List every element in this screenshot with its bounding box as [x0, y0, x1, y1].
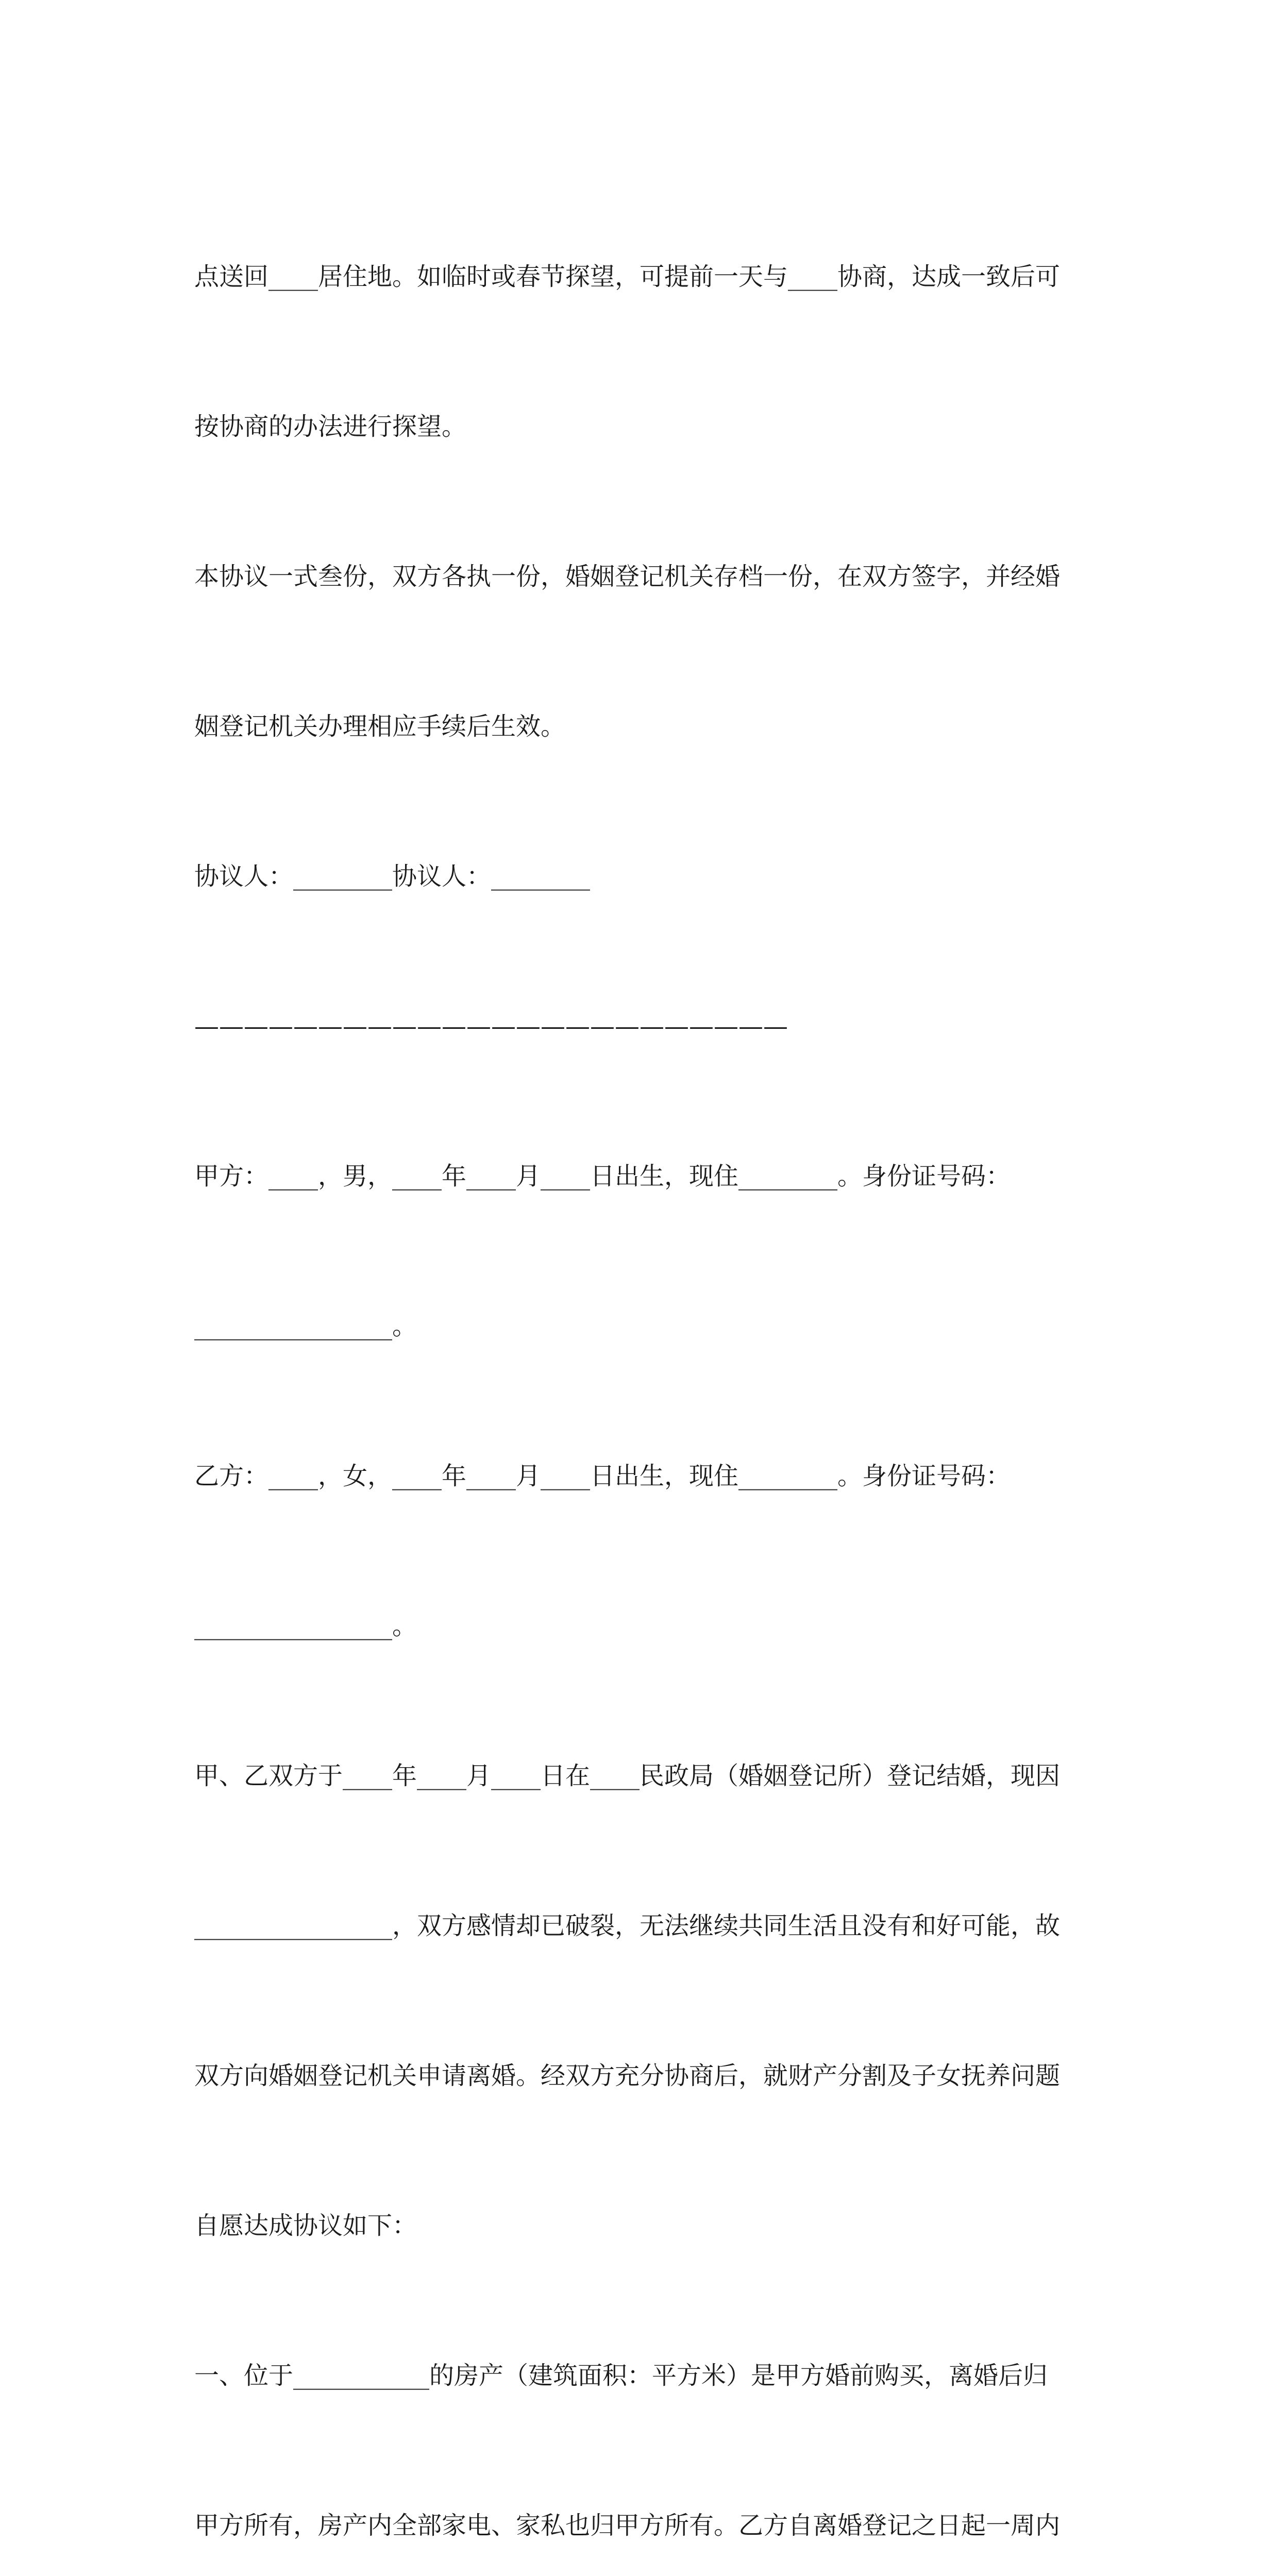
- text-line: 按协商的办法进行探望。: [194, 412, 467, 441]
- party-b-line: 乙方：____，女，____年____月____日出生，现住________。身份证号码：: [194, 1462, 1011, 1490]
- text-line: 自愿达成协议如下：: [194, 2211, 417, 2240]
- signature-line: 协议人：________协议人：________: [194, 862, 591, 891]
- text-line: 点送回____居住地。如临时或春节探望，可提前一天与____协商，达成一致后可: [194, 262, 1061, 291]
- text-line: 双方向婚姻登记机关申请离婚。经双方充分协商后，就财产分割及子女抚养问题: [194, 2061, 1061, 2090]
- party-b-id-line: ________________。: [194, 1612, 417, 1640]
- text-line: ________________，双方感情却已破裂，无法继续共同生活且没有和好可能，故: [194, 1911, 1061, 1940]
- text-line: 姻登记机关办理相应手续后生效。: [194, 712, 566, 741]
- clause-1-line: 一、位于___________的房产（建筑面积：平方米）是甲方婚前购买，离婚后归: [194, 2361, 1048, 2390]
- party-a-id-line: ________________。: [194, 1312, 417, 1341]
- party-a-line: 甲方：____，男，____年____月____日出生，现住________。身份证号码：: [194, 1162, 1011, 1191]
- document-body: [194, 152, 1088, 2576]
- separator-line: ————————————————————————: [194, 1012, 788, 1041]
- text-line: 本协议一式叁份，双方各执一份，婚姻登记机关存档一份，在双方签字，并经婚: [194, 562, 1061, 591]
- text-line: 甲方所有，房产内全部家电、家私也归甲方所有。乙方自离婚登记之日起一周内: [194, 2511, 1061, 2540]
- text-line: 甲、乙双方于____年____月____日在____民政局（婚姻登记所）登记结婚，现因: [194, 1761, 1061, 1790]
